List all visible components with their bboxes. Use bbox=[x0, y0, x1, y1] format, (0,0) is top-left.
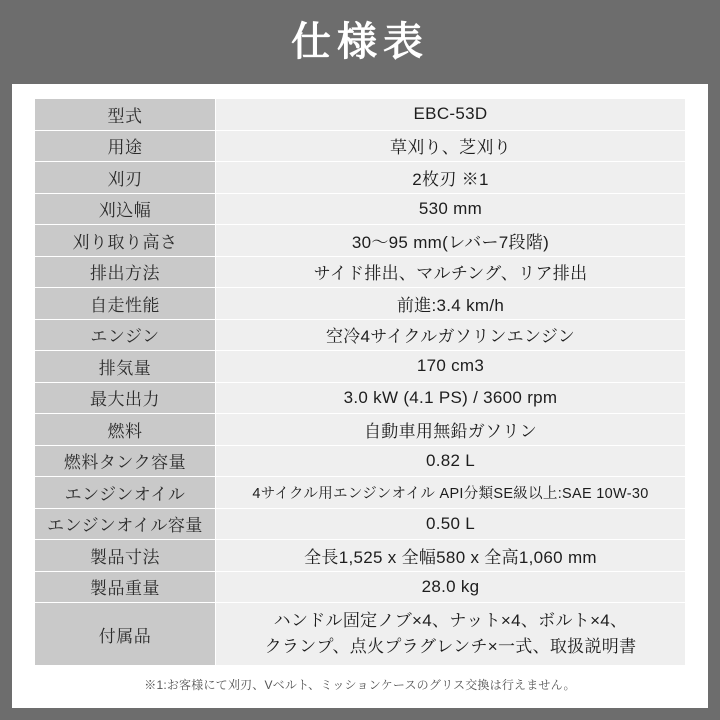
row-value: 自動車用無鉛ガソリン bbox=[216, 414, 686, 446]
table-row bbox=[35, 288, 686, 320]
row-value: 3.0 kW (4.1 PS) / 3600 rpm bbox=[216, 382, 686, 414]
row-value: 530 mm bbox=[216, 193, 686, 225]
table-row bbox=[35, 162, 686, 194]
row-label: 燃料 bbox=[35, 414, 216, 446]
row-value: 28.0 kg bbox=[216, 571, 686, 603]
row-value: 全長1,525 x 全幅580 x 全高1,060 mm bbox=[216, 540, 686, 572]
row-label: 刈り取り高さ bbox=[35, 225, 216, 257]
row-label: 製品寸法 bbox=[35, 540, 216, 572]
row-label: 付属品 bbox=[35, 603, 216, 666]
row-label: 排気量 bbox=[35, 351, 216, 383]
table-row bbox=[35, 540, 686, 572]
frame-bottom-border bbox=[0, 708, 720, 720]
specifications-table bbox=[34, 98, 686, 666]
row-value: 30〜95 mm(レバー7段階) bbox=[216, 225, 686, 257]
table-row bbox=[35, 351, 686, 383]
row-value: 170 cm3 bbox=[216, 351, 686, 383]
row-label: 最大出力 bbox=[35, 382, 216, 414]
table-row bbox=[35, 319, 686, 351]
table-row bbox=[35, 445, 686, 477]
row-value-multiline bbox=[216, 608, 685, 661]
row-value: 草刈り、芝刈り bbox=[216, 130, 686, 162]
table-row bbox=[35, 193, 686, 225]
row-label: エンジンオイル容量 bbox=[35, 508, 216, 540]
row-label: 型式 bbox=[35, 99, 216, 131]
row-label: 排出方法 bbox=[35, 256, 216, 288]
row-value: 0.82 L bbox=[216, 445, 686, 477]
row-value: 前進:3.4 km/h bbox=[216, 288, 686, 320]
table-row bbox=[35, 603, 686, 666]
row-label: 自走性能 bbox=[35, 288, 216, 320]
row-label: 燃料タンク容量 bbox=[35, 445, 216, 477]
row-value: EBC-53D bbox=[216, 99, 686, 131]
row-label: 刈刃 bbox=[35, 162, 216, 194]
table-row bbox=[35, 225, 686, 257]
row-value: サイド排出、マルチング、リア排出 bbox=[216, 256, 686, 288]
row-value: 0.50 L bbox=[216, 508, 686, 540]
frame-right-border bbox=[708, 0, 720, 720]
table-row bbox=[35, 99, 686, 131]
page-title: 仕様表 bbox=[291, 20, 429, 64]
row-value: 空冷4サイクルガソリンエンジン bbox=[216, 319, 686, 351]
row-value-line-1: ハンドル固定ノブ×4、ナット×4、ボルト×4、 bbox=[273, 610, 628, 630]
frame-left-border bbox=[0, 0, 12, 720]
row-value bbox=[216, 603, 686, 666]
page-header bbox=[12, 0, 708, 84]
table-row bbox=[35, 508, 686, 540]
table-row bbox=[35, 256, 686, 288]
table-row bbox=[35, 130, 686, 162]
row-label: エンジン bbox=[35, 319, 216, 351]
row-label: 製品重量 bbox=[35, 571, 216, 603]
table-row bbox=[35, 571, 686, 603]
row-value-line-2: クランプ、点火プラグレンチ×一式、取扱説明書 bbox=[264, 637, 637, 656]
row-value: 2枚刃 ※1 bbox=[216, 162, 686, 194]
row-value: 4サイクル用エンジンオイル API分類SE級以上:SAE 10W-30 bbox=[216, 477, 686, 509]
footnote: ※1:お客様にて刈刃、Vベルト、ミッションケースのグリス交換は行えません。 bbox=[144, 678, 576, 692]
table-row bbox=[35, 477, 686, 509]
row-label: 用途 bbox=[35, 130, 216, 162]
table-row bbox=[35, 382, 686, 414]
row-label: エンジンオイル bbox=[35, 477, 216, 509]
spec-table-container bbox=[12, 84, 708, 708]
row-label: 刈込幅 bbox=[35, 193, 216, 225]
table-row bbox=[35, 414, 686, 446]
